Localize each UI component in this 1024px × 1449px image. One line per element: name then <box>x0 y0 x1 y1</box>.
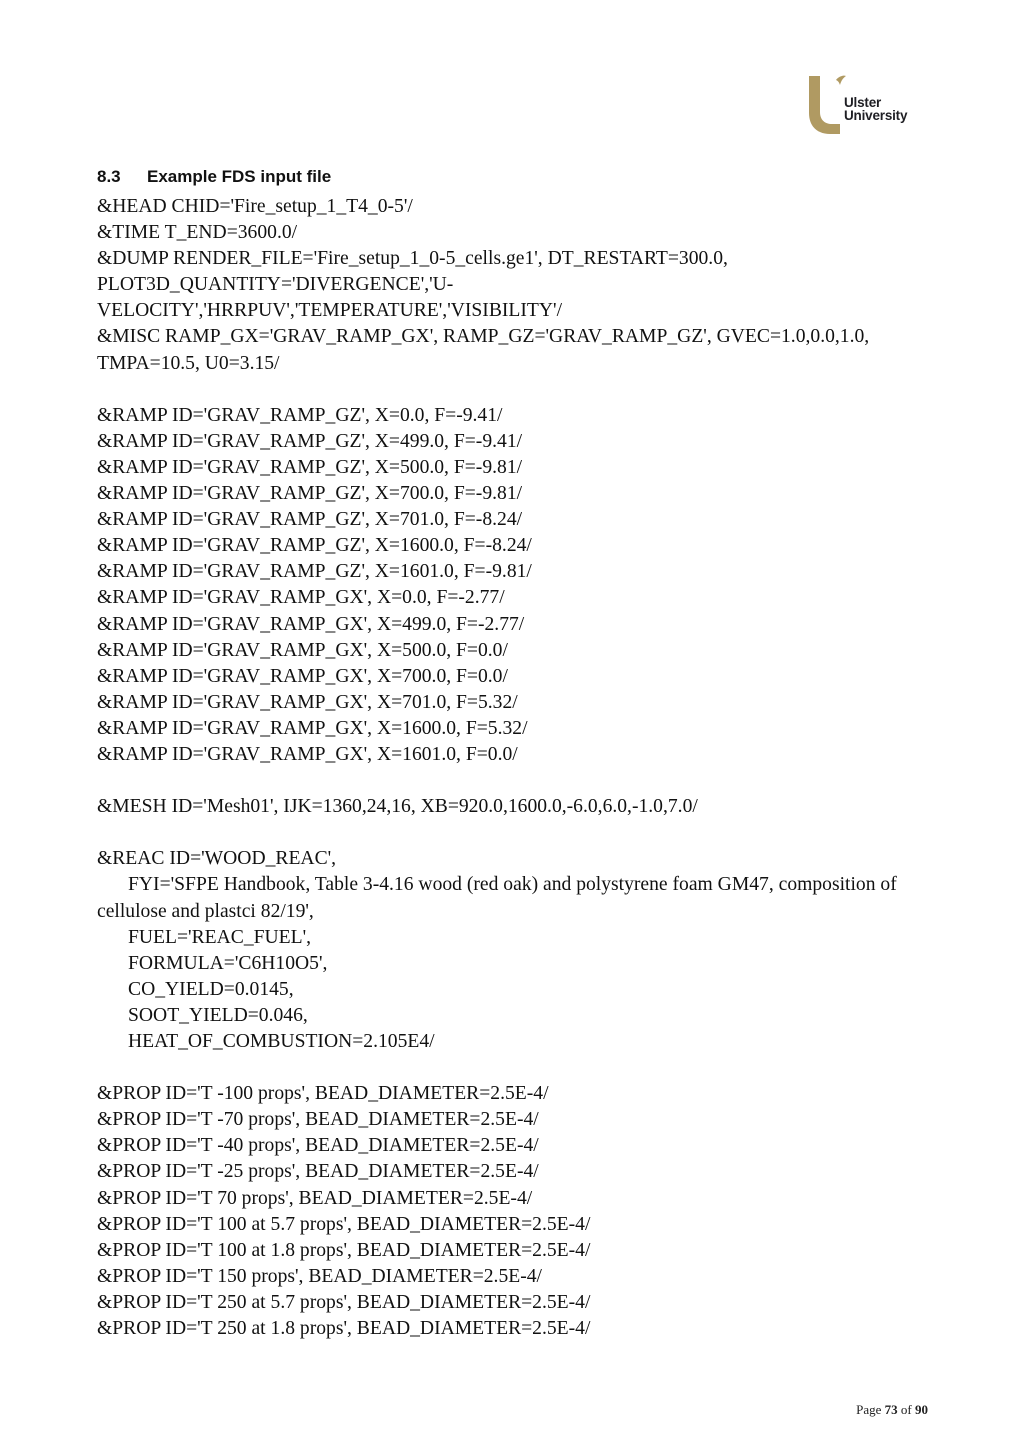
blank-line <box>97 768 927 794</box>
ulster-u-crest-icon <box>806 74 846 136</box>
code-line: FORMULA='C6H10O5', <box>128 952 328 974</box>
of-label: of <box>900 1402 912 1417</box>
code-line: &REAC ID='WOOD_REAC', <box>97 848 337 870</box>
code-line: &RAMP ID='GRAV_RAMP_GZ', X=700.0, F=-9.81/ <box>97 483 523 505</box>
code-line: PLOT3D_QUANTITY='DIVERGENCE','U- <box>97 274 454 296</box>
code-line: HEAT_OF_COMBUSTION=2.105E4/ <box>128 1031 435 1052</box>
code-line: &RAMP ID='GRAV_RAMP_GZ', X=499.0, F=-9.41/ <box>97 430 523 452</box>
code-line: &PROP ID='T -40 props', BEAD_DIAMETER=2.5E-4/ <box>97 1135 539 1157</box>
code-line: &RAMP ID='GRAV_RAMP_GX', X=499.0, F=-2.77/ <box>97 613 525 635</box>
university-logo <box>806 74 918 136</box>
blank-line <box>97 1055 927 1081</box>
code-line: &RAMP ID='GRAV_RAMP_GX', X=1600.0, F=5.32/ <box>97 717 528 739</box>
code-line: SOOT_YIELD=0.046, <box>128 1004 308 1026</box>
code-line: &RAMP ID='GRAV_RAMP_GZ', X=0.0, F=-9.41/ <box>97 404 503 426</box>
code-line: &RAMP ID='GRAV_RAMP_GX', X=0.0, F=-2.77/ <box>97 587 505 609</box>
blank-line <box>97 820 927 846</box>
page-number: 73 <box>884 1402 898 1417</box>
section-title: Example FDS input file <box>147 167 332 186</box>
code-line: &RAMP ID='GRAV_RAMP_GX', X=700.0, F=0.0/ <box>97 665 508 687</box>
code-line: &PROP ID='T 250 at 5.7 props', BEAD_DIAMETER=2.5E-4/ <box>97 1291 591 1313</box>
code-line: CO_YIELD=0.0145, <box>128 978 294 1000</box>
page-label: Page <box>856 1402 882 1417</box>
code-line-wrapped: FYI='SFPE Handbook, Table 3-4.16 wood (red oak) and polystyrene foam GM47, composition of cellulose and plastci 82/19', <box>97 874 897 922</box>
code-line: VELOCITY','HRRPUV','TEMPERATURE','VISIBILITY'/ <box>97 300 563 322</box>
code-line: &PROP ID='T -25 props', BEAD_DIAMETER=2.5E-4/ <box>97 1161 539 1183</box>
code-line: &HEAD CHID='Fire_setup_1_T4_0-5'/ <box>97 196 413 217</box>
code-line: &MISC RAMP_GX='GRAV_RAMP_GX', RAMP_GZ='GRAV_RAMP_GZ', GVEC=1.0,0.0,1.0, <box>97 326 870 348</box>
code-line: &RAMP ID='GRAV_RAMP_GZ', X=1600.0, F=-8.24/ <box>97 535 532 557</box>
blank-line <box>97 377 927 403</box>
code-line: &PROP ID='T 100 at 5.7 props', BEAD_DIAMETER=2.5E-4/ <box>97 1213 591 1235</box>
university-wordmark <box>844 96 907 122</box>
code-line: &PROP ID='T 70 props', BEAD_DIAMETER=2.5E-4/ <box>97 1187 533 1209</box>
code-line: &RAMP ID='GRAV_RAMP_GX', X=701.0, F=5.32/ <box>97 691 518 713</box>
section-number: 8.3 <box>97 167 121 186</box>
code-line: &PROP ID='T -100 props', BEAD_DIAMETER=2.5E-4/ <box>97 1083 549 1105</box>
logo-word-university: University <box>844 108 908 123</box>
code-line: &PROP ID='T 250 at 1.8 props', BEAD_DIAMETER=2.5E-4/ <box>97 1318 591 1340</box>
fds-input-listing <box>97 194 927 1342</box>
section-heading <box>97 166 331 188</box>
code-line: &RAMP ID='GRAV_RAMP_GZ', X=500.0, F=-9.81/ <box>97 456 523 478</box>
code-line: &PROP ID='T 100 at 1.8 props', BEAD_DIAMETER=2.5E-4/ <box>97 1239 591 1261</box>
page-footer <box>856 1402 928 1418</box>
code-line: &DUMP RENDER_FILE='Fire_setup_1_0-5_cells.ge1', DT_RESTART=300.0, <box>97 248 728 270</box>
code-line: &RAMP ID='GRAV_RAMP_GX', X=1601.0, F=0.0/ <box>97 743 518 765</box>
code-line: &RAMP ID='GRAV_RAMP_GX', X=500.0, F=0.0/ <box>97 639 508 661</box>
code-line: &PROP ID='T -70 props', BEAD_DIAMETER=2.5E-4/ <box>97 1109 539 1131</box>
code-line: &MESH ID='Mesh01', IJK=1360,24,16, XB=920.0,1600.0,-6.0,6.0,-1.0,7.0/ <box>97 796 698 818</box>
total-pages: 90 <box>915 1402 928 1417</box>
code-line: TMPA=10.5, U0=3.15/ <box>97 352 280 374</box>
code-line: &RAMP ID='GRAV_RAMP_GZ', X=1601.0, F=-9.81/ <box>97 561 532 583</box>
code-line: &RAMP ID='GRAV_RAMP_GZ', X=701.0, F=-8.24/ <box>97 509 523 531</box>
code-line: &TIME T_END=3600.0/ <box>97 222 298 244</box>
code-line: &PROP ID='T 150 props', BEAD_DIAMETER=2.5E-4/ <box>97 1265 542 1287</box>
code-line: FUEL='REAC_FUEL', <box>128 926 312 948</box>
logo-word-ulster: Ulster <box>844 95 882 110</box>
